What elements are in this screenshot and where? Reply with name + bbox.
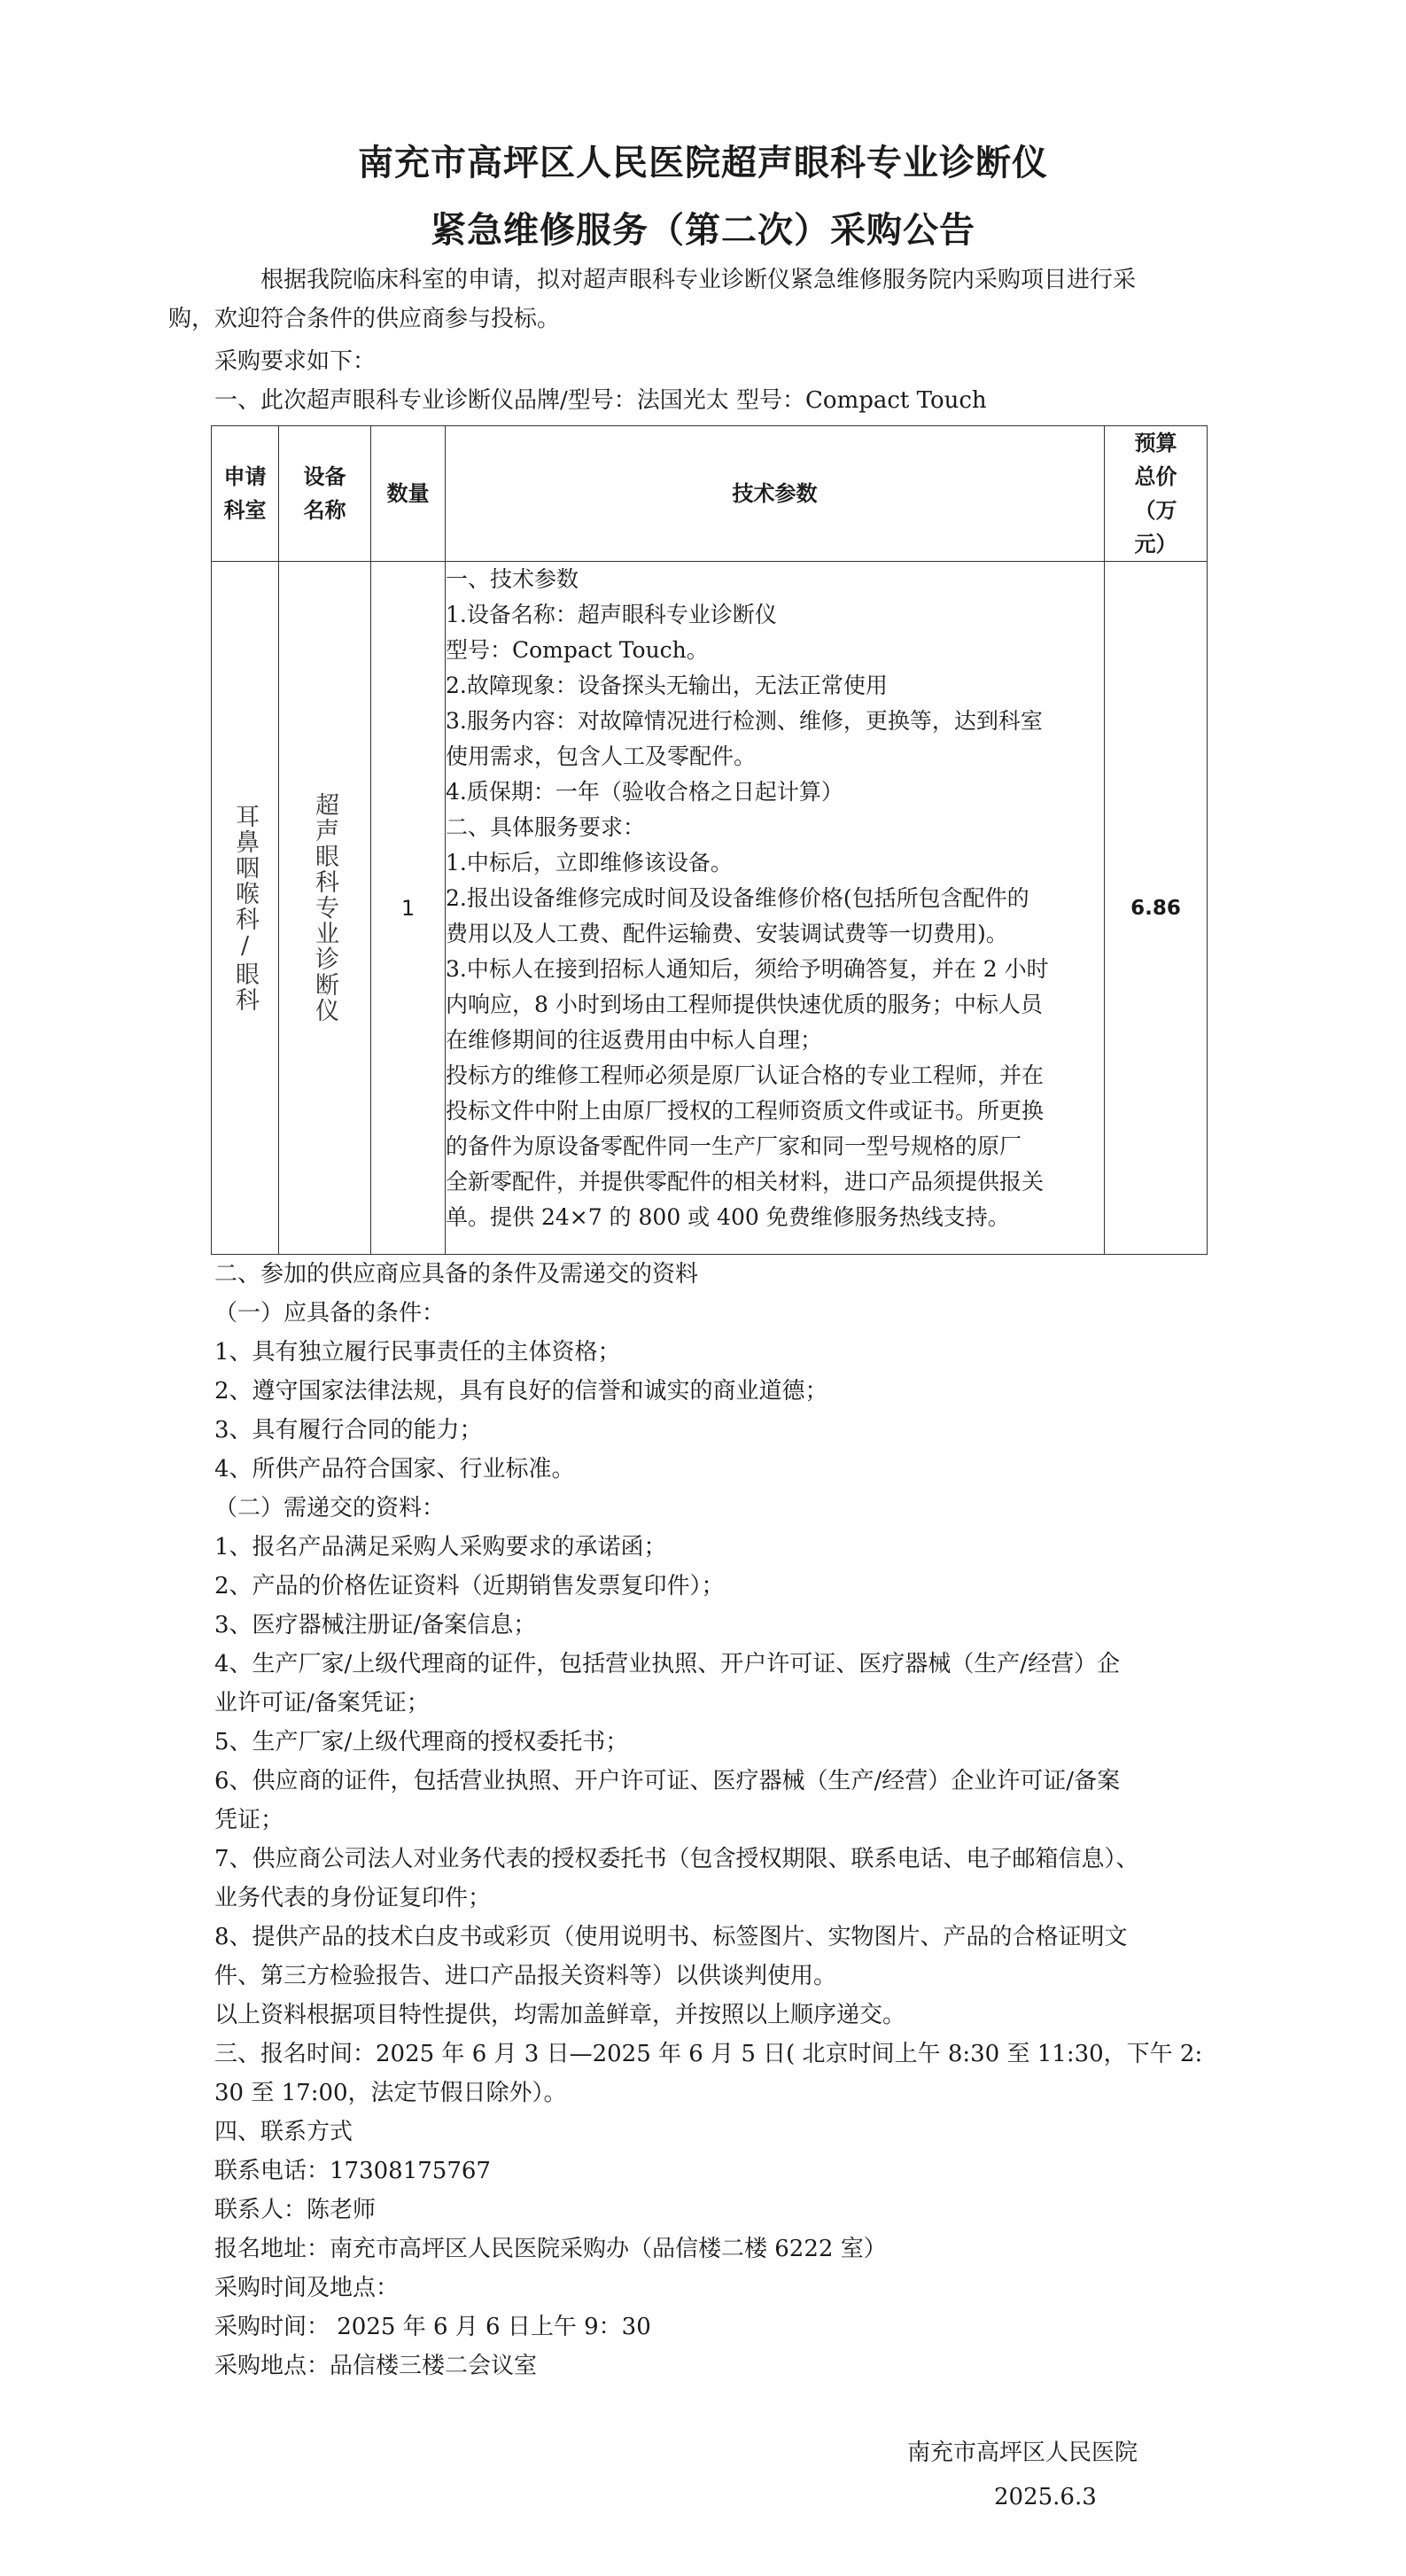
cell-device (279, 562, 371, 1255)
material-item: 业务代表的身份证复印件； (214, 1885, 492, 1911)
material-item: 1、报名产品满足采购人采购要求的承诺函； (214, 1534, 667, 1560)
material-item: 7、供应商公司法人对业务代表的授权委托书（包含授权期限、联系电话、电子邮箱信息）、 (214, 1846, 1139, 1872)
document-title-line2: 紧急维修服务（第二次）采购公告 (431, 210, 975, 251)
param-line: 费用以及人工费、配件运输费、安装调试费等一切费用)。 (446, 921, 1008, 946)
materials-list (214, 1528, 1207, 2035)
material-item: 3、医疗器械注册证/备案信息； (214, 1612, 537, 1638)
header-qty: 数量 (371, 426, 446, 562)
param-line: 2.报出设备维修完成时间及设备维修价格(包括所包含配件的 (446, 885, 1029, 911)
conditions-list (214, 1333, 1207, 1489)
param-line: 1.中标后，立即维修该设备。 (446, 850, 733, 876)
time-place-heading: 采购时间及地点： (214, 2275, 400, 2301)
material-item: 凭证； (214, 1807, 284, 1833)
section2-sub1: （一）应具备的条件： (214, 1300, 446, 1327)
param-line: 单。提供 24×7 的 800 或 400 免费维修服务热线支持。 (446, 1204, 1010, 1230)
section1-heading: 一、此次超声眼科专业诊断仪品牌/型号：法国光太 型号：Compact Touch (214, 387, 987, 414)
intro-line2: 购，欢迎符合条件的供应商参与投标。 (168, 306, 561, 332)
param-line: 使用需求，包含人工及零配件。 (446, 743, 757, 769)
document-title-line1: 南充市高坪区人民医院超声眼科专业诊断仪 (358, 143, 1048, 183)
header-device: 设备名称 (279, 426, 371, 562)
param-line: 3.服务内容：对故障情况进行检测、维修，更换等，达到科室 (446, 708, 1043, 734)
param-line: 1.设备名称：超声眼科专业诊断仪 (446, 602, 777, 627)
material-item: 5、生产厂家/上级代理商的授权委托书； (214, 1729, 629, 1755)
material-item: 4、生产厂家/上级代理商的证件，包括营业执照、开户许可证、医疗器械（生产/经营）企 (214, 1651, 1121, 1677)
material-item: 8、提供产品的技术白皮书或彩页（使用说明书、标签图片、实物图片、产品的合格证明文 (214, 1924, 1128, 1950)
param-line: 的备件为原设备零配件同一生产厂家和同一型号规格的原厂 (446, 1133, 1022, 1159)
param-line: 在维修期间的往返费用由中标人自理； (446, 1027, 823, 1053)
section3-line2: 30 至 17:00，法定节假日除外）。 (214, 2080, 567, 2106)
requirements-heading: 采购要求如下： (214, 348, 377, 375)
dept-value: 耳鼻咽喉科/眼科 (231, 803, 259, 1013)
contact-person: 联系人：陈老师 (214, 2197, 377, 2223)
intro-line1: 根据我院临床科室的申请，拟对超声眼科专业诊断仪紧急维修服务院内采购项目进行采 (260, 267, 1137, 293)
section4-heading: 四、联系方式 (214, 2119, 353, 2145)
param-line: 投标方的维修工程师必须是原厂认证合格的专业工程师，并在 (446, 1062, 1045, 1088)
material-item: 2、产品的价格佐证资料（近期销售发票复印件）； (214, 1573, 725, 1599)
registration-address: 报名地址：南充市高坪区人民医院采购办（品信楼二楼 6222 室） (214, 2236, 887, 2262)
signature-org: 南充市高坪区人民医院 (907, 2440, 1138, 2466)
procurement-table (211, 425, 1208, 1255)
section3-line1: 三、报名时间：2025 年 6 月 3 日—2025 年 6 月 5 日( 北京时间上午 8:30 至 11:30，下午 2: (214, 2041, 1203, 2067)
signature-date: 2025.6.3 (994, 2484, 1097, 2510)
material-item: 以上资料根据项目特性提供，均需加盖鲜章，并按照以上顺序递交。 (214, 2002, 906, 2028)
param-line: 投标文件中附上由原厂授权的工程师资质文件或证书。所更换 (446, 1098, 1045, 1124)
section2-heading: 二、参加的供应商应具备的条件及需递交的资料 (214, 1261, 699, 1288)
cell-budget: 6.86 (1105, 562, 1208, 1255)
contact-phone: 联系电话：17308175767 (214, 2158, 491, 2184)
material-item: 6、供应商的证件，包括营业执照、开户许可证、医疗器械（生产/经营）企业许可证/备案 (214, 1768, 1121, 1794)
intro-paragraph (168, 261, 1207, 339)
device-value: 超声眼科专业诊断仪 (311, 792, 338, 1023)
condition-item: 4、所供产品符合国家、行业标准。 (214, 1456, 575, 1483)
procurement-place: 采购地点：品信楼三楼二会议室 (214, 2353, 538, 2379)
param-line: 一、技术参数 (446, 566, 579, 592)
param-line: 3.中标人在接到招标人通知后，须给予明确答复，并在 2 小时 (446, 956, 1049, 982)
param-line: 全新零配件，并提供零配件的相关材料，进口产品须提供报关 (446, 1169, 1045, 1195)
procurement-time: 采购时间： 2025 年 6 月 6 日上午 9：30 (214, 2314, 651, 2340)
header-params: 技术参数 (446, 426, 1105, 562)
condition-item: 1、具有独立履行民事责任的主体资格； (214, 1339, 621, 1366)
param-line: 4.质保期：一年（验收合格之日起计算） (446, 779, 843, 805)
header-dept: 申请科室 (212, 426, 279, 562)
header-budget: 预算总价（万元） (1105, 426, 1208, 562)
cell-params (446, 562, 1105, 1255)
table-header-row (212, 426, 1208, 562)
param-line: 内响应，8 小时到场由工程师提供快速优质的服务；中标人员 (446, 992, 1043, 1017)
param-line: 2.故障现象：设备探头无输出，无法正常使用 (446, 673, 888, 698)
material-item: 件、第三方检验报告、进口产品报关资料等）以供谈判使用。 (214, 1963, 837, 1989)
condition-item: 2、遵守国家法律法规，具有良好的信誉和诚实的商业道德； (214, 1378, 828, 1405)
cell-qty: 1 (371, 562, 446, 1255)
param-line: 二、具体服务要求： (446, 814, 646, 840)
condition-item: 3、具有履行合同的能力； (214, 1417, 483, 1444)
material-item: 业许可证/备案凭证； (214, 1690, 430, 1716)
param-line: 型号：Compact Touch。 (446, 637, 709, 663)
table-row (212, 562, 1208, 1255)
section2-sub2: （二）需递交的资料： (214, 1495, 446, 1521)
cell-dept (212, 562, 279, 1255)
params-list (446, 562, 1104, 1235)
